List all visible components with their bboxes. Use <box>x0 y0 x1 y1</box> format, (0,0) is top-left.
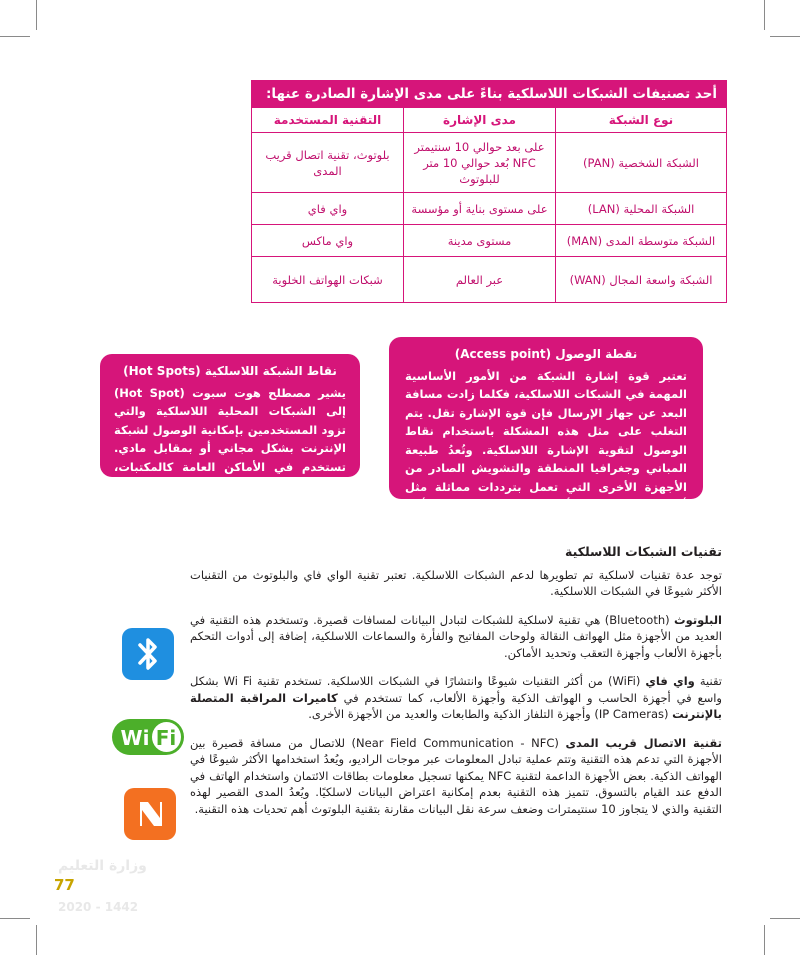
crop-mark <box>36 0 37 30</box>
section-intro: توجد عدة تقنيات لاسلكية تم تطويرها لدعم الشبكات اللاسلكية. تعتبر تقنية الواي فاي والبلوتوث من التقنيات الأكثر شيوعًا في الشبكات اللاسلكية. <box>190 567 722 598</box>
cell-range: مستوى مدينة <box>404 225 556 257</box>
table-row <box>252 257 727 303</box>
ministry-watermark-year: 2020 - 1442 <box>58 900 139 914</box>
cell-type: الشبكة واسعة المجال (WAN) <box>556 257 727 303</box>
nfc-text: (Near Field Communication - NFC) للاتصال من مسافة قصيرة بين الأجهزة التي تدعم هذه التقنية وتتم عملية تبادل المعلومات عبر موجات الراديو، ويُعدُ استخدامها الأكثر شيوعًا في الهواتف الذكية. بعض الأجهزة الداعمة لتقنية NFC يمكنها تسجيل معلومات بطاقات الائتمان واستخدام الهاتف في الدفع عند القيام بالتسوق. تتميز هذه التقنية بعدم إمكانية اعتراض البيانات لاسلكيًا. ويُعدُ المدى القصير لهذه التقنية والذي لا يتجاوز 10 سنتيمترات وضعف سرعة نقل البيانات مقارنة بتقنية البلوتوث أهم تحديات هذه التقنية. <box>190 735 722 816</box>
hot-spots-box <box>100 354 360 492</box>
svg-text:Wi: Wi <box>120 726 150 750</box>
cell-type: الشبكة الشخصية (PAN) <box>556 133 727 193</box>
svg-text:Fi: Fi <box>155 726 177 750</box>
table-row <box>252 133 727 193</box>
header-signal-range: مدى الإشارة <box>404 108 556 133</box>
ministry-watermark: وزارة التعليم <box>58 858 147 874</box>
header-network-type: نوع الشبكة <box>556 108 727 133</box>
access-point-title: نقطة الوصول (Access point) <box>454 347 638 361</box>
cell-tech: بلوتوث، تقنية اتصال قريب المدى <box>252 133 404 193</box>
bluetooth-icon <box>122 628 174 680</box>
crop-mark <box>36 925 37 955</box>
table-row <box>252 225 727 257</box>
cell-tech: واي فاي <box>252 193 404 225</box>
nfc-paragraph <box>190 735 722 818</box>
wifi-prefix: تقنية <box>694 674 722 688</box>
bluetooth-paragraph <box>190 612 722 662</box>
cell-tech: شبكات الهواتف الخلوية <box>252 257 404 303</box>
crop-mark <box>0 36 30 37</box>
hot-spots-body: يشير مصطلح هوت سبوت (Hot Spot) إلى الشبكات المحلية اللاسلكية والتي تزود المستخدمين بإمكانية الوصول لشبكة الإنترنت بشكل مجاني أو بمقابل مادي. تستخدم في الأماكن العامة كالمكتبات، والمطارات والدوائر الحكومية. <box>114 385 346 492</box>
wifi-cameras: كاميرات المراقبة المتصلة بالإنترنت <box>190 690 722 721</box>
nfc-term: تقنية الاتصال قريب المدى <box>565 735 722 750</box>
wifi-text2: (IP Cameras) وأجهزة التلفاز الذكية والطابعات والعديد من الأجهزة الأخرى. <box>308 707 673 721</box>
header-technology: التقنية المستخدمة <box>252 108 404 133</box>
access-point-body: تعتبر قوة إشارة الشبكة من الأمور الأساسية المهمة في الشبكات اللاسلكية، فكلما زادت مسافة البعد عن جهاز الإرسال فإن قوة الإشارة تقل. يتم التغلب على مثل هذه المشكلة باستخدام نقاط الوصول لتقوية الإشارة اللاسلكية. وتُعدُ طبيعة المباني وجغرافيا المنطقة والتشويش الصادر من الأجهزة الأخرى التي تعمل بترددات مماثلة مثل أفران الميكروويف أو الهواتف النقالة من أهم العوامل المؤثرة على كفاءة نقاط الوصول. <box>405 368 687 531</box>
network-classification-table <box>251 80 727 303</box>
crop-mark <box>764 0 765 30</box>
crop-mark <box>0 918 30 919</box>
cell-range: عبر العالم <box>404 257 556 303</box>
wifi-paragraph <box>190 673 722 723</box>
cell-tech: واي ماكس <box>252 225 404 257</box>
bluetooth-text: (Bluetooth) هي تقنية لاسلكية للشبكات لتبادل البيانات لمسافات قصيرة. وتستخدم هذه التقنية في العديد من الأجهزة مثل الهواتف النقالة ولوحات المفاتيح والفأرة والسماعات اللاسلكية، إضافة إلى أدوات التحكم بأجهزة الألعاب وأجهزة التعقب وتحديد الأماكن. <box>190 612 722 660</box>
crop-mark <box>770 36 800 37</box>
bluetooth-term: البلوتوث <box>674 612 722 627</box>
cell-range: على بعد حوالي 10 سنتيمتر NFC بُعد حوالي 10 متر للبلوتوث <box>404 133 556 193</box>
nfc-icon <box>124 788 176 840</box>
wifi-icon <box>110 716 186 758</box>
crop-mark <box>770 918 800 919</box>
table-row <box>252 193 727 225</box>
crop-mark <box>764 925 765 955</box>
cell-type: الشبكة المحلية (LAN) <box>556 193 727 225</box>
hot-spots-title: نقاط الشبكة اللاسلكية (Hot Spots) <box>123 364 337 378</box>
access-point-box <box>389 337 703 531</box>
cell-range: على مستوى بناية أو مؤسسة <box>404 193 556 225</box>
table-title: أحد تصنيفات الشبكات اللاسلكية بناءً على مدى الإشارة الصادرة عنها: <box>251 80 727 107</box>
page-number: 77 <box>54 876 75 894</box>
wifi-text: (WiFi) من أكثر التقنيات شيوعًا وانتشارًا في الشبكات اللاسلكية. تستخدم تقنية Wi Fi بشكل واسع في أجهزة الحاسب و الهواتف الذكية وأجهزة الألعاب، كما تستخدم في <box>190 674 722 705</box>
wireless-technologies-section <box>190 544 722 829</box>
wifi-term: واي فاي <box>645 674 695 688</box>
cell-type: الشبكة متوسطة المدى (MAN) <box>556 225 727 257</box>
section-title: تقنيات الشبكات اللاسلكية <box>565 544 722 559</box>
